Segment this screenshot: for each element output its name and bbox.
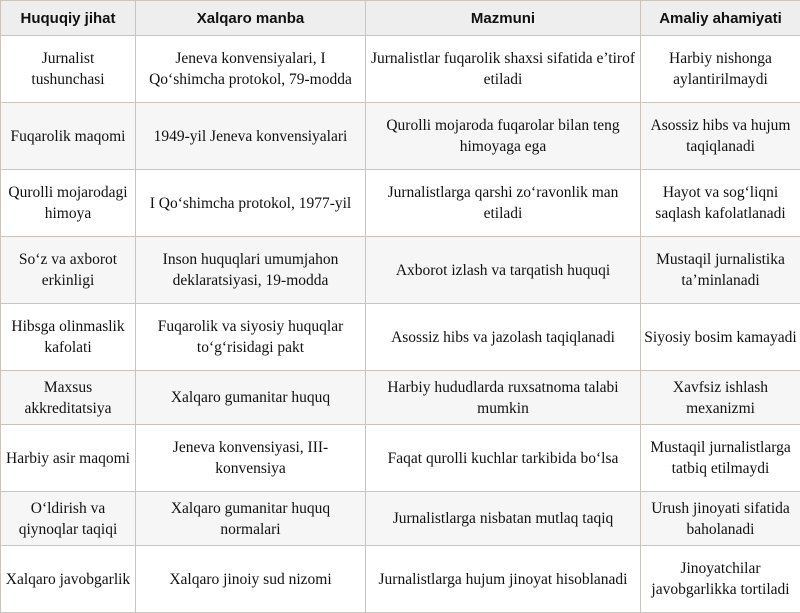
header-practical-significance: Amaliy ahamiyati: [641, 1, 800, 36]
table-cell: Faqat qurolli kuchlar tarkibida bo‘lsa: [366, 425, 641, 492]
table-cell: Jurnalistlarga qarshi zo‘ravonlik man etiladi: [366, 170, 641, 237]
table-cell: Qurolli mojarodagi himoya: [1, 170, 136, 237]
table-cell: Jurnalistlarga hujum jinoyat hisoblanadi: [366, 546, 641, 613]
table-cell: Urush jinoyati sifatida baholanadi: [641, 492, 800, 546]
table-cell: Xalqaro gumanitar huquq normalari: [136, 492, 366, 546]
header-international-source: Xalqaro manba: [136, 1, 366, 36]
table-cell: Inson huquqlari umumjahon deklaratsiyasi, 19-modda: [136, 237, 366, 304]
table-cell: Xavfsiz ishlash mexanizmi: [641, 371, 800, 425]
header-content: Mazmuni: [366, 1, 641, 36]
table-cell: Harbiy nishonga aylantirilmaydi: [641, 36, 800, 103]
table-cell: 1949-yil Jeneva konvensiyalari: [136, 103, 366, 170]
table-row: [1, 371, 800, 425]
table-cell: Siyosiy bosim kamayadi: [641, 304, 800, 371]
table-cell: Xalqaro jinoiy sud nizomi: [136, 546, 366, 613]
table-cell: Asossiz hibs va jazolash taqiqlanadi: [366, 304, 641, 371]
table-cell: Mustaqil jurnalistlarga tatbiq etilmaydi: [641, 425, 800, 492]
table-cell: O‘ldirish va qiynoqlar taqiqi: [1, 492, 136, 546]
header-legal-aspect: Huquqiy jihat: [1, 1, 136, 36]
table-cell: Jurnalistlarga nisbatan mutlaq taqiq: [366, 492, 641, 546]
table-row: [1, 425, 800, 492]
table-cell: Hayot va sog‘liqni saqlash kafolatlanadi: [641, 170, 800, 237]
table-cell: Qurolli mojaroda fuqarolar bilan teng himoyaga ega: [366, 103, 641, 170]
table-row: [1, 492, 800, 546]
table-cell: I Qo‘shimcha protokol, 1977-yil: [136, 170, 366, 237]
table-cell: Jinoyatchilar javobgarlikka tortiladi: [641, 546, 800, 613]
table-cell: Jeneva konvensiyalari, I Qo‘shimcha protokol, 79-modda: [136, 36, 366, 103]
table-cell: So‘z va axborot erkinligi: [1, 237, 136, 304]
table-cell: Jeneva konvensiyasi, III-konvensiya: [136, 425, 366, 492]
table-cell: Hibsga olinmaslik kafolati: [1, 304, 136, 371]
table-cell: Harbiy hududlarda ruxsatnoma talabi mumkin: [366, 371, 641, 425]
header-row: [1, 1, 800, 36]
table-row: [1, 546, 800, 613]
table-row: [1, 170, 800, 237]
table-cell: Xalqaro gumanitar huquq: [136, 371, 366, 425]
table-cell: Xalqaro javobgarlik: [1, 546, 136, 613]
table-cell: Asossiz hibs va hujum taqiqlanadi: [641, 103, 800, 170]
table-cell: Maxsus akkreditatsiya: [1, 371, 136, 425]
table-cell: Fuqarolik va siyosiy huquqlar to‘g‘risidagi pakt: [136, 304, 366, 371]
table-row: [1, 304, 800, 371]
table-row: [1, 36, 800, 103]
table-cell: Fuqarolik maqomi: [1, 103, 136, 170]
table-cell: Harbiy asir maqomi: [1, 425, 136, 492]
table-row: [1, 103, 800, 170]
table-cell: Mustaqil jurnalistika ta’minlanadi: [641, 237, 800, 304]
table-cell: Jurnalist tushunchasi: [1, 36, 136, 103]
table-cell: Axborot izlash va tarqatish huquqi: [366, 237, 641, 304]
table-row: [1, 237, 800, 304]
table-cell: Jurnalistlar fuqarolik shaxsi sifatida e’tirof etiladi: [366, 36, 641, 103]
